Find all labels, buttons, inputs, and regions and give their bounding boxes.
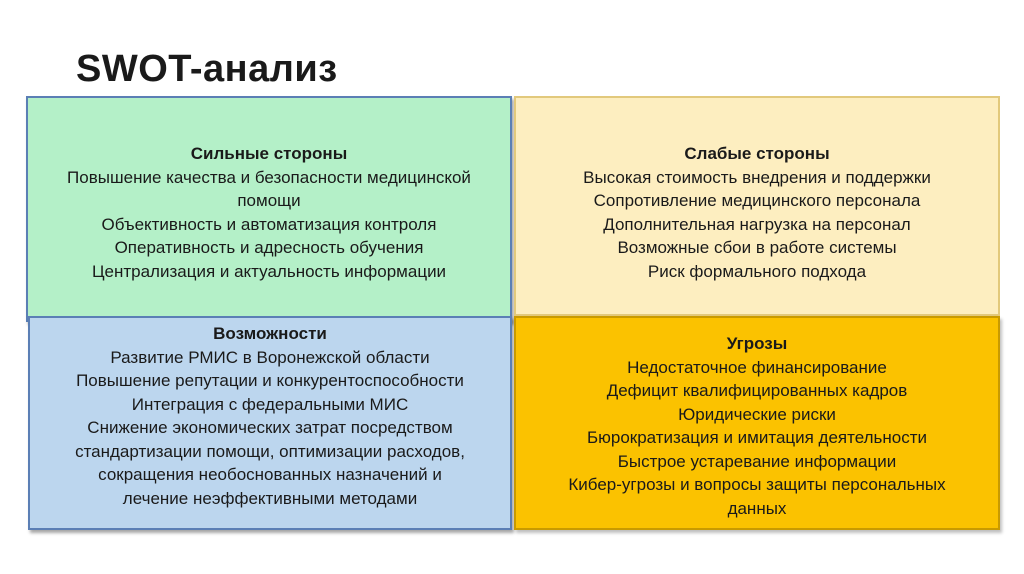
strengths-item: Повышение качества и безопасности медицинской: [67, 167, 471, 187]
weaknesses-item: Дополнительная нагрузка на персонал: [603, 214, 911, 234]
weaknesses-item: Сопротивление медицинского персонала: [593, 191, 921, 210]
strengths-item: Централизация и актуальность информации: [91, 261, 447, 281]
strengths-heading: Сильные стороны: [190, 144, 348, 163]
opportunities-item: Развитие РМИС в Воронежской области: [110, 347, 430, 367]
threats-item: данных: [727, 498, 787, 518]
weaknesses-heading: Слабые стороны: [684, 144, 830, 163]
weaknesses-item: Возможные сбои в работе системы: [617, 238, 897, 257]
threats-heading: Угрозы: [726, 334, 788, 353]
strengths-item: помощи: [237, 191, 301, 210]
strengths-quadrant: [26, 96, 512, 322]
strengths-item: Оперативность и адресность обучения: [114, 238, 424, 257]
threats-quadrant: [514, 316, 1000, 530]
opportunities-item: лечение неэффективными методами: [122, 488, 418, 508]
opportunities-quadrant: [28, 316, 512, 530]
opportunities-heading: Возможности: [213, 324, 327, 343]
threats-item: Кибер-угрозы и вопросы защиты персональных: [568, 475, 946, 494]
threats-item: Бюрократизация и имитация деятельности: [586, 428, 928, 447]
threats-item: Дефицит квалифицированных кадров: [606, 381, 908, 400]
opportunities-item: Интеграция с федеральными МИС: [131, 394, 409, 414]
weaknesses-item: Высокая стоимость внедрения и поддержки: [583, 167, 931, 187]
threats-item: Недостаточное финансирование: [627, 357, 887, 377]
opportunities-item: стандартизации помощи, оптимизации расходов,: [75, 441, 465, 461]
slide-title: SWOT-анализ: [76, 48, 338, 90]
threats-item: Юридические риски: [678, 404, 836, 424]
weaknesses-item: Риск формального подхода: [647, 261, 867, 281]
opportunities-item: сокращения необоснованных назначений и: [98, 465, 442, 484]
threats-item: Быстрое устаревание информации: [617, 451, 897, 471]
weaknesses-quadrant: [514, 96, 1000, 316]
opportunities-item: Снижение экономических затрат посредством: [87, 418, 453, 437]
opportunities-item: Повышение репутации и конкурентоспособности: [76, 371, 464, 390]
strengths-item: Объективность и автоматизация контроля: [101, 214, 437, 234]
